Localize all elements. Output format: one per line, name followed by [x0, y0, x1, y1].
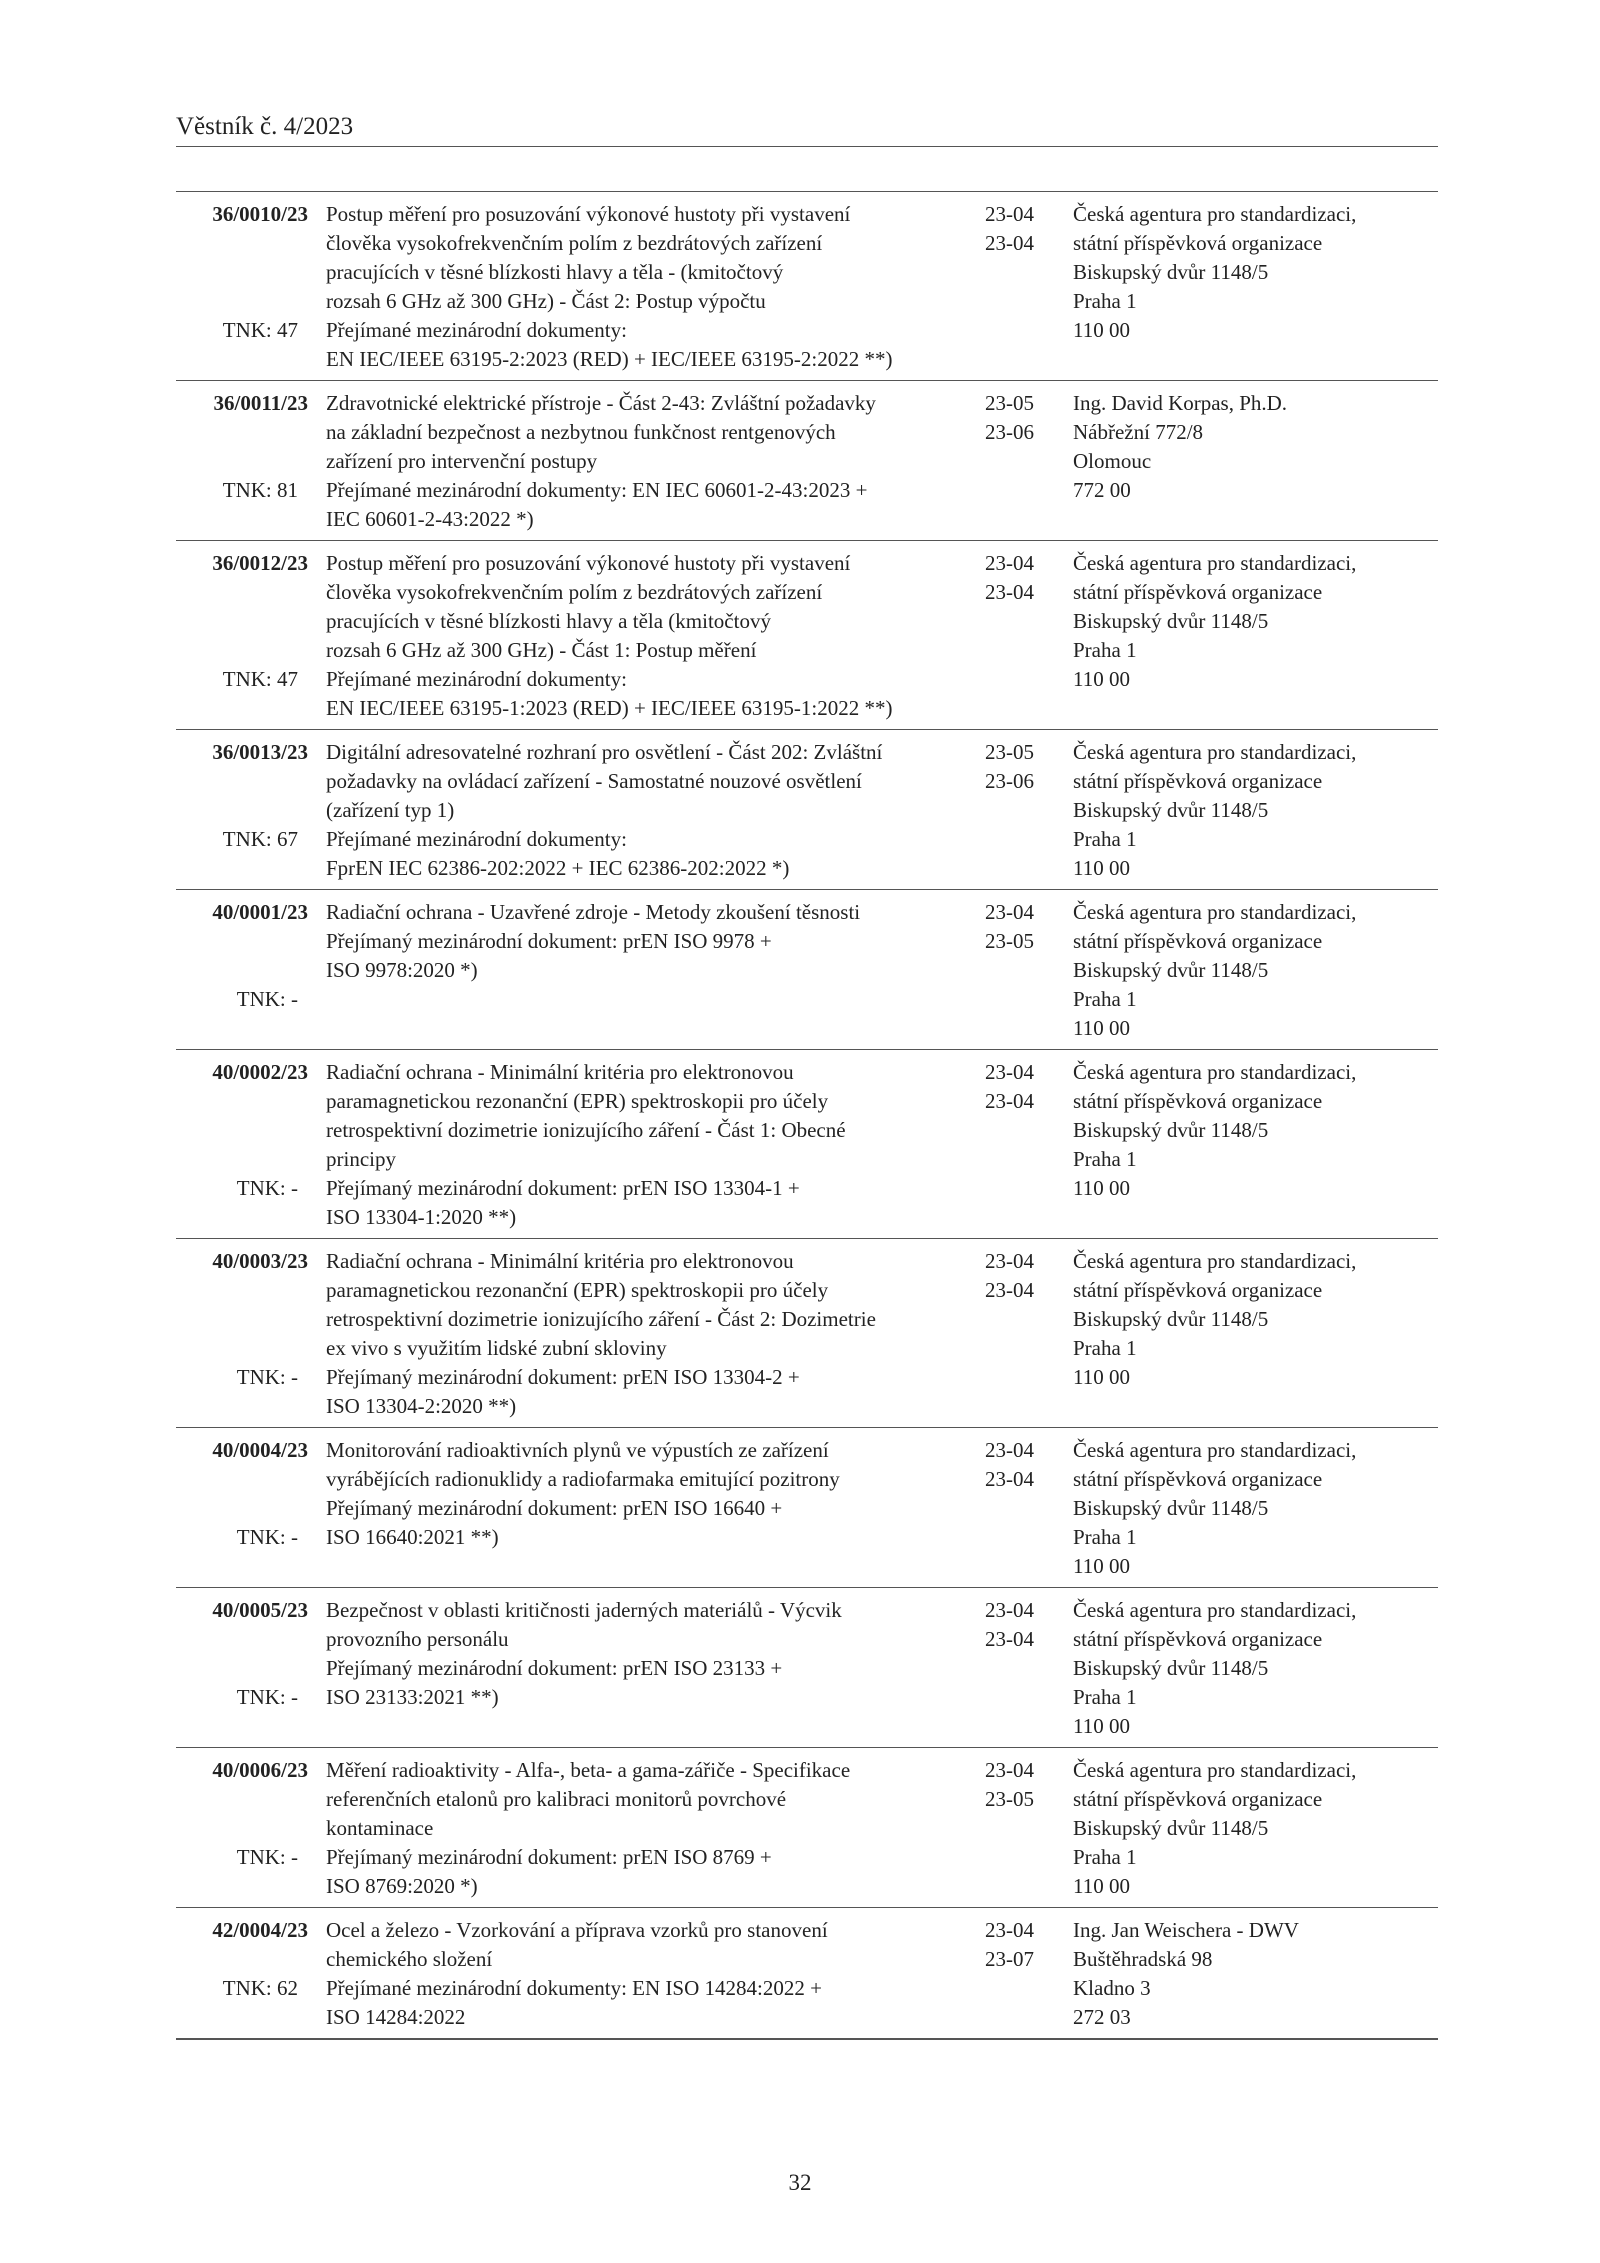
project-number: 40/0001/23: [212, 900, 308, 924]
dates-cell: [985, 898, 1073, 1043]
date-value: 23-05: [985, 740, 1034, 764]
address-line: 110 00: [1073, 856, 1130, 880]
processor-address-cell: [1073, 1596, 1438, 1741]
title-line: Přejímané mezinárodní dokumenty: EN IEC 60601-2-43:2023 +: [326, 478, 868, 502]
title-line: člověka vysokofrekvenčním polím z bezdrátových zařízení: [326, 231, 823, 255]
address-line: Praha 1: [1073, 638, 1137, 662]
address-line: 110 00: [1073, 1874, 1130, 1898]
title-line: na základní bezpečnost a nezbytnou funkčnost rentgenových: [326, 420, 836, 444]
address-line: Česká agentura pro standardizaci,: [1073, 551, 1357, 575]
address-line: Ing. David Korpas, Ph.D.: [1073, 391, 1288, 415]
title-line: Radiační ochrana - Minimální kritéria pro elektronovou: [326, 1249, 794, 1273]
address-line: 272 03: [1073, 2005, 1131, 2029]
project-id-cell: [176, 898, 318, 1043]
title-line: principy: [326, 1147, 396, 1171]
title-line: retrospektivní dozimetrie ionizujícího záření - Část 1: Obecné: [326, 1118, 846, 1142]
address-line: 772 00: [1073, 478, 1131, 502]
title-line: FprEN IEC 62386-202:2022 + IEC 62386-202:2022 *): [326, 856, 790, 880]
date-value: 23-04: [985, 1060, 1034, 1084]
title-line: Digitální adresovatelné rozhraní pro osvětlení - Část 202: Zvláštní: [326, 740, 883, 764]
title-line: referenčních etalonů pro kalibraci monitorů povrchové: [326, 1787, 787, 1811]
date-value: 23-04: [985, 1089, 1034, 1113]
title-line: rozsah 6 GHz až 300 GHz) - Část 2: Postup výpočtu: [326, 289, 766, 313]
title-line: ISO 13304-1:2020 **): [326, 1205, 517, 1229]
title-line: Postup měření pro posuzování výkonové hustoty při vystavení: [326, 202, 851, 226]
title-line: ISO 9978:2020 *): [326, 958, 478, 982]
address-line: Česká agentura pro standardizaci,: [1073, 740, 1357, 764]
title-line: Radiační ochrana - Uzavřené zdroje - Metody zkoušení těsnosti: [326, 900, 861, 924]
address-line: Biskupský dvůr 1148/5: [1073, 1656, 1269, 1680]
project-id-cell: [176, 549, 318, 723]
standard-title-cell: [318, 200, 985, 374]
table-row: [176, 380, 1438, 540]
processor-address-cell: [1073, 738, 1438, 883]
address-line: Praha 1: [1073, 987, 1137, 1011]
address-line: Biskupský dvůr 1148/5: [1073, 1816, 1269, 1840]
address-line: Česká agentura pro standardizaci,: [1073, 1060, 1357, 1084]
project-number: 36/0012/23: [212, 551, 308, 575]
tnk-label: TNK: 67: [222, 827, 298, 851]
title-line: EN IEC/IEEE 63195-1:2023 (RED) + IEC/IEEE 63195-1:2022 **): [326, 696, 893, 720]
title-line: Zdravotnické elektrické přístroje - Část 2-43: Zvláštní požadavky: [326, 391, 876, 415]
address-line: Biskupský dvůr 1148/5: [1073, 260, 1269, 284]
address-line: Nábřežní 772/8: [1073, 420, 1204, 444]
address-line: Česká agentura pro standardizaci,: [1073, 202, 1357, 226]
publication-title: Věstník č. 4/2023: [176, 113, 354, 140]
table-row: [176, 192, 1438, 380]
processor-address-cell: [1073, 1247, 1438, 1421]
standard-title-cell: [318, 1916, 985, 2032]
title-line: paramagnetickou rezonanční (EPR) spektroskopii pro účely: [326, 1278, 829, 1302]
project-number: 36/0010/23: [212, 202, 308, 226]
processor-address-cell: [1073, 389, 1438, 534]
processor-address-cell: [1073, 549, 1438, 723]
address-line: 110 00: [1073, 1554, 1130, 1578]
standard-title-cell: [318, 1058, 985, 1232]
address-line: Ing. Jan Weischera - DWV: [1073, 1918, 1299, 1942]
title-line: Měření radioaktivity - Alfa-, beta- a gama-zářiče - Specifikace: [326, 1758, 851, 1782]
title-line: Přejímaný mezinárodní dokument: prEN ISO 8769 +: [326, 1845, 772, 1869]
address-line: Olomouc: [1073, 449, 1152, 473]
date-value: 23-04: [985, 900, 1034, 924]
date-value: 23-04: [985, 202, 1034, 226]
processor-address-cell: [1073, 1058, 1438, 1232]
project-number: 40/0003/23: [212, 1249, 308, 1273]
address-line: Kladno 3: [1073, 1976, 1151, 2000]
title-line: ISO 23133:2021 **): [326, 1685, 499, 1709]
address-line: Biskupský dvůr 1148/5: [1073, 609, 1269, 633]
project-id-cell: [176, 1247, 318, 1421]
tnk-label: TNK: 62: [222, 1976, 298, 2000]
address-line: Praha 1: [1073, 1336, 1137, 1360]
address-line: Česká agentura pro standardizaci,: [1073, 1249, 1357, 1273]
dates-cell: [985, 1058, 1073, 1232]
title-line: Přejímaný mezinárodní dokument: prEN ISO 9978 +: [326, 929, 772, 953]
title-line: Přejímané mezinárodní dokumenty:: [326, 318, 627, 342]
title-line: Monitorování radioaktivních plynů ve výpustích ze zařízení: [326, 1438, 829, 1462]
table-row: [176, 1049, 1438, 1238]
tnk-label: TNK: 47: [222, 667, 298, 691]
title-line: EN IEC/IEEE 63195-2:2023 (RED) + IEC/IEEE 63195-2:2022 **): [326, 347, 893, 371]
project-id-cell: [176, 200, 318, 374]
date-value: 23-07: [985, 1947, 1034, 1971]
date-value: 23-04: [985, 1278, 1034, 1302]
dates-cell: [985, 1436, 1073, 1581]
date-value: 23-04: [985, 1249, 1034, 1273]
address-line: Biskupský dvůr 1148/5: [1073, 1307, 1269, 1331]
address-line: Praha 1: [1073, 1147, 1137, 1171]
title-line: pracujících v těsné blízkosti hlavy a těla (kmitočtový: [326, 609, 771, 633]
address-line: státní příspěvková organizace: [1073, 1278, 1323, 1302]
project-id-cell: [176, 1596, 318, 1741]
address-line: 110 00: [1073, 1176, 1130, 1200]
tnk-label: TNK: -: [236, 1365, 298, 1389]
address-line: Praha 1: [1073, 289, 1137, 313]
title-line: ISO 8769:2020 *): [326, 1874, 478, 1898]
date-value: 23-04: [985, 551, 1034, 575]
processor-address-cell: [1073, 898, 1438, 1043]
address-line: Česká agentura pro standardizaci,: [1073, 900, 1357, 924]
date-value: 23-04: [985, 1438, 1034, 1462]
address-line: 110 00: [1073, 1714, 1130, 1738]
title-line: ISO 13304-2:2020 **): [326, 1394, 517, 1418]
title-line: chemického složení: [326, 1947, 493, 1971]
processor-address-cell: [1073, 1756, 1438, 1901]
title-line: provozního personálu: [326, 1627, 509, 1651]
address-line: Biskupský dvůr 1148/5: [1073, 1496, 1269, 1520]
standard-title-cell: [318, 1596, 985, 1741]
address-line: státní příspěvková organizace: [1073, 580, 1323, 604]
title-line: Přejímaný mezinárodní dokument: prEN ISO 13304-2 +: [326, 1365, 800, 1389]
standard-title-cell: [318, 1247, 985, 1421]
address-line: státní příspěvková organizace: [1073, 1467, 1323, 1491]
address-line: Praha 1: [1073, 1525, 1137, 1549]
project-id-cell: [176, 1756, 318, 1901]
standard-title-cell: [318, 898, 985, 1043]
date-value: 23-04: [985, 1467, 1034, 1491]
title-line: IEC 60601-2-43:2022 *): [326, 507, 534, 531]
processor-address-cell: [1073, 200, 1438, 374]
processor-address-cell: [1073, 1916, 1438, 2032]
project-id-cell: [176, 1436, 318, 1581]
title-line: (zařízení typ 1): [326, 798, 455, 822]
title-line: ISO 14284:2022: [326, 2005, 466, 2029]
address-line: Praha 1: [1073, 827, 1137, 851]
address-line: Biskupský dvůr 1148/5: [1073, 1118, 1269, 1142]
title-line: retrospektivní dozimetrie ionizujícího záření - Část 2: Dozimetrie: [326, 1307, 876, 1331]
dates-cell: [985, 200, 1073, 374]
address-line: 110 00: [1073, 1016, 1130, 1040]
address-line: Česká agentura pro standardizaci,: [1073, 1438, 1357, 1462]
date-value: 23-05: [985, 391, 1034, 415]
date-value: 23-05: [985, 929, 1034, 953]
title-line: Postup měření pro posuzování výkonové hustoty při vystavení: [326, 551, 851, 575]
tnk-label: TNK: 81: [222, 478, 298, 502]
dates-cell: [985, 738, 1073, 883]
dates-cell: [985, 389, 1073, 534]
date-value: 23-04: [985, 1758, 1034, 1782]
date-value: 23-05: [985, 1787, 1034, 1811]
title-line: Přejímaný mezinárodní dokument: prEN ISO 23133 +: [326, 1656, 783, 1680]
dates-cell: [985, 549, 1073, 723]
title-line: rozsah 6 GHz až 300 GHz) - Část 1: Postup měření: [326, 638, 757, 662]
date-value: 23-04: [985, 1918, 1034, 1942]
project-id-cell: [176, 1916, 318, 2032]
address-line: Biskupský dvůr 1148/5: [1073, 958, 1269, 982]
table-row: [176, 1747, 1438, 1907]
table-row: [176, 889, 1438, 1049]
table-row: [176, 1238, 1438, 1427]
page-header: [176, 112, 1438, 147]
date-value: 23-04: [985, 1627, 1034, 1651]
address-line: státní příspěvková organizace: [1073, 1627, 1323, 1651]
project-id-cell: [176, 1058, 318, 1232]
date-value: 23-04: [985, 1598, 1034, 1622]
date-value: 23-06: [985, 420, 1034, 444]
title-line: Přejímané mezinárodní dokumenty:: [326, 667, 627, 691]
project-id-cell: [176, 738, 318, 883]
table-row: [176, 540, 1438, 729]
tnk-label: TNK: -: [236, 1176, 298, 1200]
title-line: Ocel a železo - Vzorkování a příprava vzorků pro stanovení: [326, 1918, 828, 1942]
address-line: Česká agentura pro standardizaci,: [1073, 1598, 1357, 1622]
title-line: Přejímané mezinárodní dokumenty:: [326, 827, 627, 851]
address-line: Biskupský dvůr 1148/5: [1073, 798, 1269, 822]
project-number: 40/0004/23: [212, 1438, 308, 1462]
project-number: 40/0002/23: [212, 1060, 308, 1084]
table-row: [176, 1427, 1438, 1587]
title-line: Přejímané mezinárodní dokumenty: EN ISO 14284:2022 +: [326, 1976, 822, 2000]
table-row: [176, 1587, 1438, 1747]
tnk-label: TNK: -: [236, 1525, 298, 1549]
date-value: 23-04: [985, 580, 1034, 604]
standard-title-cell: [318, 389, 985, 534]
tnk-label: TNK: -: [236, 987, 298, 1011]
processor-address-cell: [1073, 1436, 1438, 1581]
title-line: Přejímaný mezinárodní dokument: prEN ISO 16640 +: [326, 1496, 783, 1520]
standard-title-cell: [318, 549, 985, 723]
standard-title-cell: [318, 738, 985, 883]
standard-title-cell: [318, 1436, 985, 1581]
title-line: Radiační ochrana - Minimální kritéria pro elektronovou: [326, 1060, 794, 1084]
dates-cell: [985, 1756, 1073, 1901]
title-line: vyrábějících radionuklidy a radiofarmaka emitující pozitrony: [326, 1467, 840, 1491]
address-line: státní příspěvková organizace: [1073, 231, 1323, 255]
address-line: 110 00: [1073, 318, 1130, 342]
title-line: kontaminace: [326, 1816, 434, 1840]
title-line: paramagnetickou rezonanční (EPR) spektroskopii pro účely: [326, 1089, 829, 1113]
address-line: státní příspěvková organizace: [1073, 929, 1323, 953]
title-line: ISO 16640:2021 **): [326, 1525, 499, 1549]
standard-title-cell: [318, 1756, 985, 1901]
address-line: 110 00: [1073, 1365, 1130, 1389]
address-line: Praha 1: [1073, 1845, 1137, 1869]
title-line: ex vivo s využitím lidské zubní skloviny: [326, 1336, 667, 1360]
title-line: Přejímaný mezinárodní dokument: prEN ISO 13304-1 +: [326, 1176, 800, 1200]
dates-cell: [985, 1247, 1073, 1421]
title-line: Bezpečnost v oblasti kritičnosti jaderných materiálů - Výcvik: [326, 1598, 842, 1622]
tnk-label: TNK: -: [236, 1845, 298, 1869]
table-row: [176, 1907, 1438, 2038]
address-line: státní příspěvková organizace: [1073, 769, 1323, 793]
project-number: 36/0011/23: [213, 391, 308, 415]
title-line: požadavky na ovládací zařízení - Samostatné nouzové osvětlení: [326, 769, 862, 793]
address-line: státní příspěvková organizace: [1073, 1787, 1323, 1811]
title-line: pracujících v těsné blízkosti hlavy a těla - (kmitočtový: [326, 260, 784, 284]
dates-cell: [985, 1596, 1073, 1741]
dates-cell: [985, 1916, 1073, 2032]
table-row: [176, 729, 1438, 889]
tnk-label: TNK: 47: [222, 318, 298, 342]
project-number: 40/0006/23: [212, 1758, 308, 1782]
project-number: 42/0004/23: [212, 1918, 308, 1942]
date-value: 23-04: [985, 231, 1034, 255]
address-line: Praha 1: [1073, 1685, 1137, 1709]
title-line: člověka vysokofrekvenčním polím z bezdrátových zařízení: [326, 580, 823, 604]
address-line: Česká agentura pro standardizaci,: [1073, 1758, 1357, 1782]
address-line: 110 00: [1073, 667, 1130, 691]
tnk-label: TNK: -: [236, 1685, 298, 1709]
date-value: 23-06: [985, 769, 1034, 793]
address-line: státní příspěvková organizace: [1073, 1089, 1323, 1113]
project-number: 36/0013/23: [212, 740, 308, 764]
project-number: 40/0005/23: [212, 1598, 308, 1622]
project-id-cell: [176, 389, 318, 534]
standards-register-table: [176, 191, 1438, 2040]
address-line: Buštěhradská 98: [1073, 1947, 1213, 1971]
page-number: 32: [788, 2170, 812, 2195]
title-line: zařízení pro intervenční postupy: [326, 449, 598, 473]
